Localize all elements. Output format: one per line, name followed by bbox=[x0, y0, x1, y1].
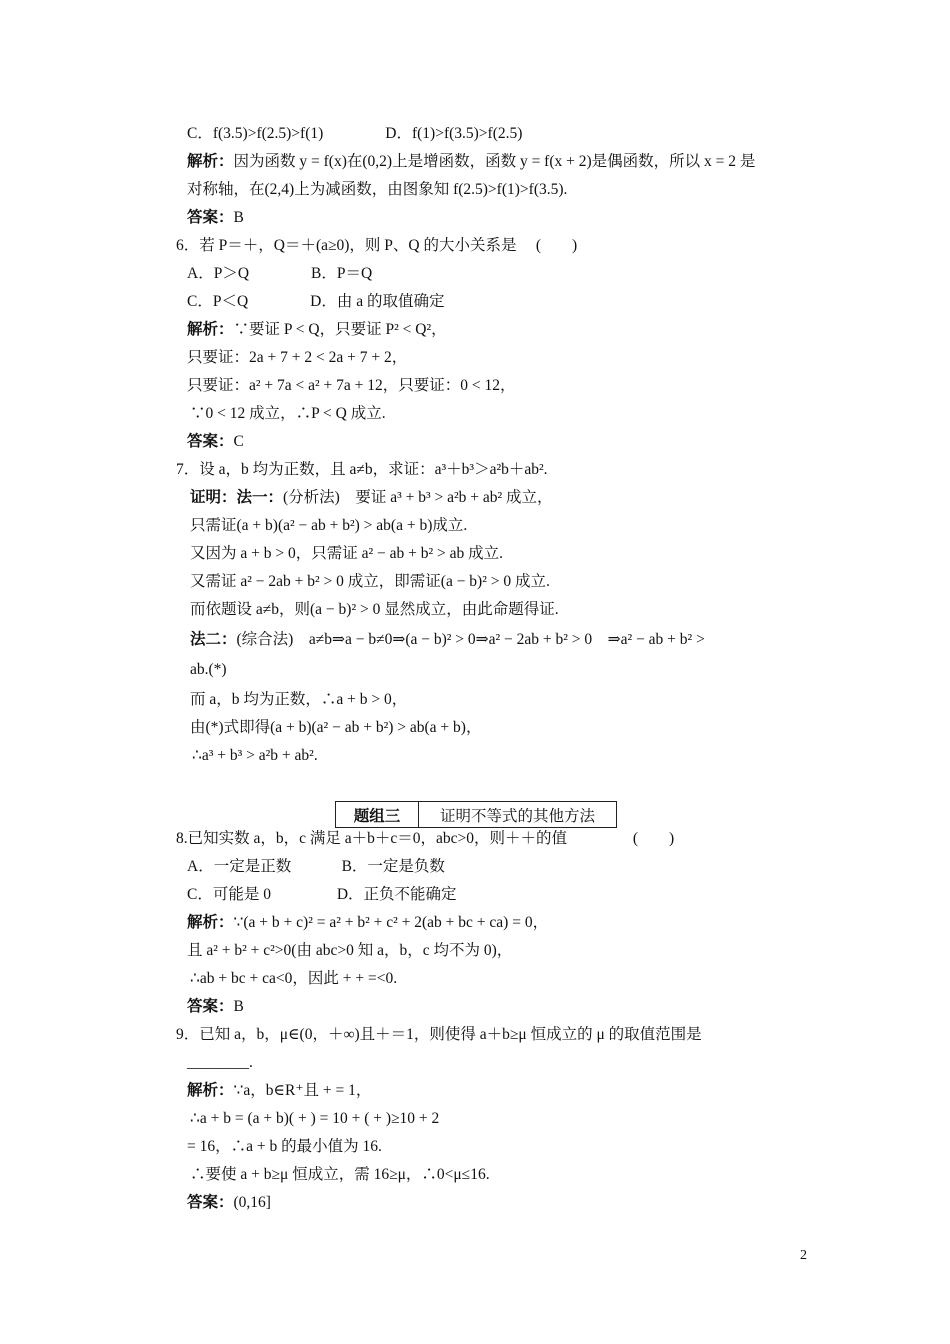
section-header-box bbox=[335, 801, 617, 828]
analysis-line: = 16，∴a + b 的最小值为 16. bbox=[187, 1138, 382, 1155]
analysis-line: ∵0 < 12 成立，∴P < Q 成立. bbox=[190, 405, 386, 422]
proof-line: 只需证(a + b)(a² − ab + b²) > ab(a + b)成立. bbox=[190, 517, 468, 534]
section-label: 题组三 bbox=[336, 802, 419, 827]
label-prefix: 答案： bbox=[187, 998, 234, 1015]
proof-line: 而依题设 a≠b，则(a − b)² > 0 显然成立，由此命题得证. bbox=[190, 601, 559, 618]
page-number: 2 bbox=[800, 1248, 807, 1263]
answer-line: 答案：B bbox=[187, 209, 244, 226]
analysis-line: 解析：∵(a + b + c)² = a² + b² + c² + 2(ab + bc + ca) = 0， bbox=[187, 914, 549, 931]
label-prefix: 证明：法一： bbox=[190, 489, 284, 506]
option-line-c-d: C．f(3.5)>f(2.5)>f(1) D．f(1)>f(3.5)>f(2.5) bbox=[187, 125, 523, 142]
question-7: 7．设 a，b 均为正数，且 a≠b，求证：a³＋b³＞a²b＋ab². bbox=[176, 461, 548, 478]
analysis-line: 只要证：2a + 7 + 2 < 2a + 7 + 2， bbox=[187, 349, 408, 366]
analysis-line: ∴ab + bc + ca<0，因此 + + =<0. bbox=[190, 970, 398, 987]
label-prefix: 答案： bbox=[187, 1194, 234, 1211]
proof-line: 而 a，b 均为正数，∴a + b > 0， bbox=[190, 691, 408, 708]
question-9: 9．已知 a，b，μ∈(0，＋∞)且＋＝1，则使得 a＋b≥μ 恒成立的 μ 的取值范围是 bbox=[176, 1026, 702, 1043]
label-prefix: 解析： bbox=[187, 153, 234, 170]
proof-line: 法二：(综合法) a≠b⇒a − b≠0⇒(a − b)² > 0⇒a² − 2ab + b² > 0 ⇒a² − ab + b² > bbox=[190, 631, 705, 648]
label-prefix: 解析： bbox=[187, 321, 234, 338]
analysis-line: 解析：∵a，b∈R⁺且 + = 1， bbox=[187, 1082, 372, 1099]
question-6: 6．若 P＝＋，Q＝＋(a≥0)，则 P、Q 的大小关系是 ( ) bbox=[176, 237, 578, 254]
analysis-line: 只要证：a² + 7a < a² + 7a + 12，只要证：0 < 12， bbox=[187, 377, 516, 394]
section-title: 证明不等式的其他方法 bbox=[439, 807, 595, 825]
label-prefix: 法二： bbox=[190, 631, 237, 648]
option-line-a-b: A．P＞Q B．P＝Q bbox=[187, 265, 373, 282]
proof-line: 由(*)式即得(a + b)(a² − ab + b²) > ab(a + b)， bbox=[190, 719, 482, 736]
option-line-c-d: C．P＜Q D．由 a 的取值确定 bbox=[187, 293, 445, 310]
label-prefix: 解析： bbox=[187, 914, 234, 931]
question-8: 8.已知实数 a，b，c 满足 a＋b＋c＝0，abc>0，则＋＋的值 ( ) bbox=[176, 830, 675, 847]
analysis-line: 解析：因为函数 y = f(x)在(0,2)上是增函数，函数 y = f(x + 2)是偶函数，所以 x = 2 是 bbox=[187, 153, 756, 170]
proof-line: ab.(*) bbox=[190, 661, 227, 678]
label-prefix: 答案： bbox=[187, 209, 234, 226]
proof-line: ∴a³ + b³ > a²b + ab². bbox=[192, 747, 318, 764]
answer-line: 答案：C bbox=[187, 433, 244, 450]
analysis-line: ∴要使 a + b≥μ 恒成立，需 16≥μ，∴0<μ≤16. bbox=[190, 1166, 490, 1183]
label-prefix: 答案： bbox=[187, 433, 234, 450]
analysis-line: 解析：∵要证 P < Q，只要证 P² < Q²， bbox=[187, 321, 447, 338]
answer-line: 答案：B bbox=[187, 998, 244, 1015]
analysis-line: 对称轴，在(2,4)上为减函数，由图象知 f(2.5)>f(1)>f(3.5). bbox=[187, 181, 568, 198]
blank-line: ________. bbox=[187, 1054, 253, 1071]
label-prefix: 解析： bbox=[187, 1082, 234, 1099]
option-line-c-d: C．可能是 0 D．正负不能确定 bbox=[187, 886, 457, 903]
proof-line: 又因为 a + b > 0，只需证 a² − ab + b² > ab 成立. bbox=[190, 545, 504, 562]
answer-line: 答案：(0,16] bbox=[187, 1194, 271, 1211]
analysis-line: 且 a² + b² + c²>0(由 abc>0 知 a，b，c 均不为 0)， bbox=[187, 942, 513, 959]
option-line-a-b: A．一定是正数 B．一定是负数 bbox=[187, 858, 445, 875]
proof-line: 证明：法一：(分析法) 要证 a³ + b³ > a²b + ab² 成立， bbox=[190, 489, 553, 506]
proof-line: 又需证 a² − 2ab + b² > 0 成立，即需证(a − b)² > 0 成立. bbox=[190, 573, 550, 590]
analysis-line: ∴a + b = (a + b)( + ) = 10 + ( + )≥10 + 2 bbox=[190, 1110, 440, 1127]
